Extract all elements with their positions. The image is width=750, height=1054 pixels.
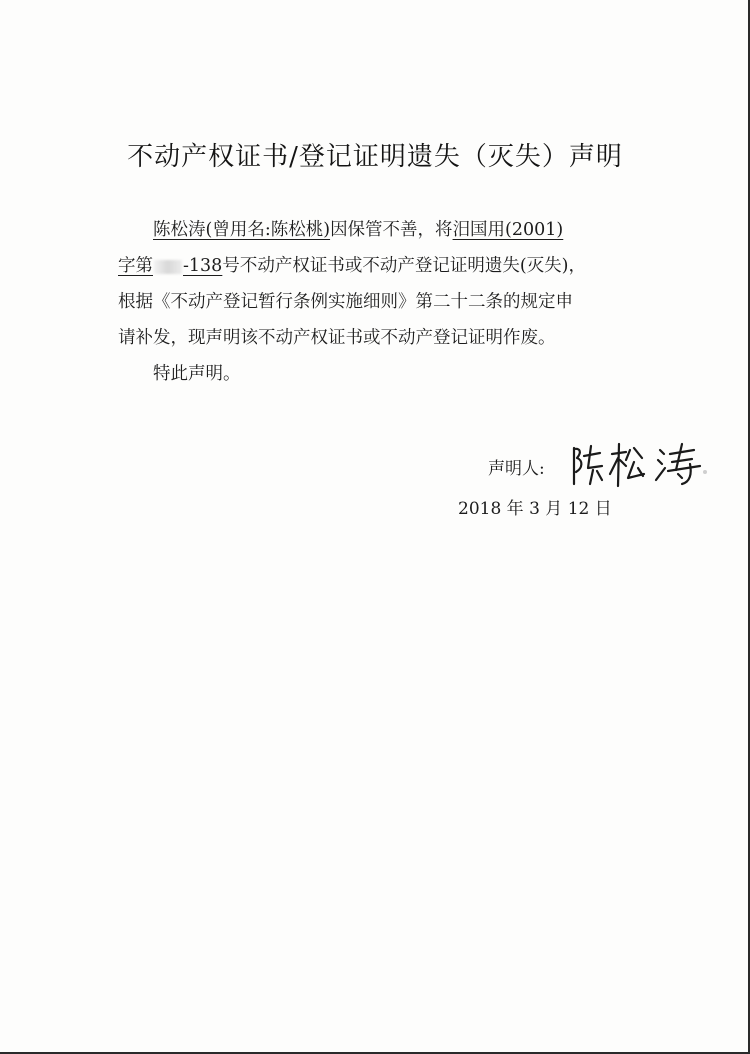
- body-line-2: [118, 248, 648, 284]
- scan-speck: [703, 470, 707, 474]
- declarant-label: 声明人:: [488, 459, 545, 479]
- body-line-1: [118, 212, 648, 248]
- certificate-number-suffix: -138: [183, 256, 223, 276]
- body-line-4: 请补发，现声明该不动产权证书或不动产登记证明作废。: [118, 328, 556, 348]
- declaration-date: 2018 年 3 月 12 日: [458, 499, 612, 519]
- body-line-5: 特此声明。: [153, 364, 241, 384]
- certificate-number-prefix: 汨国用(2001): [452, 220, 564, 240]
- document-title: 不动产权证书/登记证明遗失（灭失）声明: [127, 142, 623, 172]
- body-text-fragment: 号不动产权证书或不动产登记证明遗失(灭失)，: [222, 256, 586, 276]
- declaration-body: [118, 212, 648, 392]
- body-text-fragment: 因保管不善，将: [330, 220, 453, 240]
- handwritten-signature: [568, 440, 708, 490]
- body-line-3: 根据《不动产登记暂行条例实施细则》第二十二条的规定申: [118, 292, 573, 312]
- redacted-number: [154, 260, 182, 274]
- certificate-number-word: 字第: [118, 256, 153, 276]
- applicant-name: 陈松涛(曾用名:陈松桃): [153, 220, 331, 240]
